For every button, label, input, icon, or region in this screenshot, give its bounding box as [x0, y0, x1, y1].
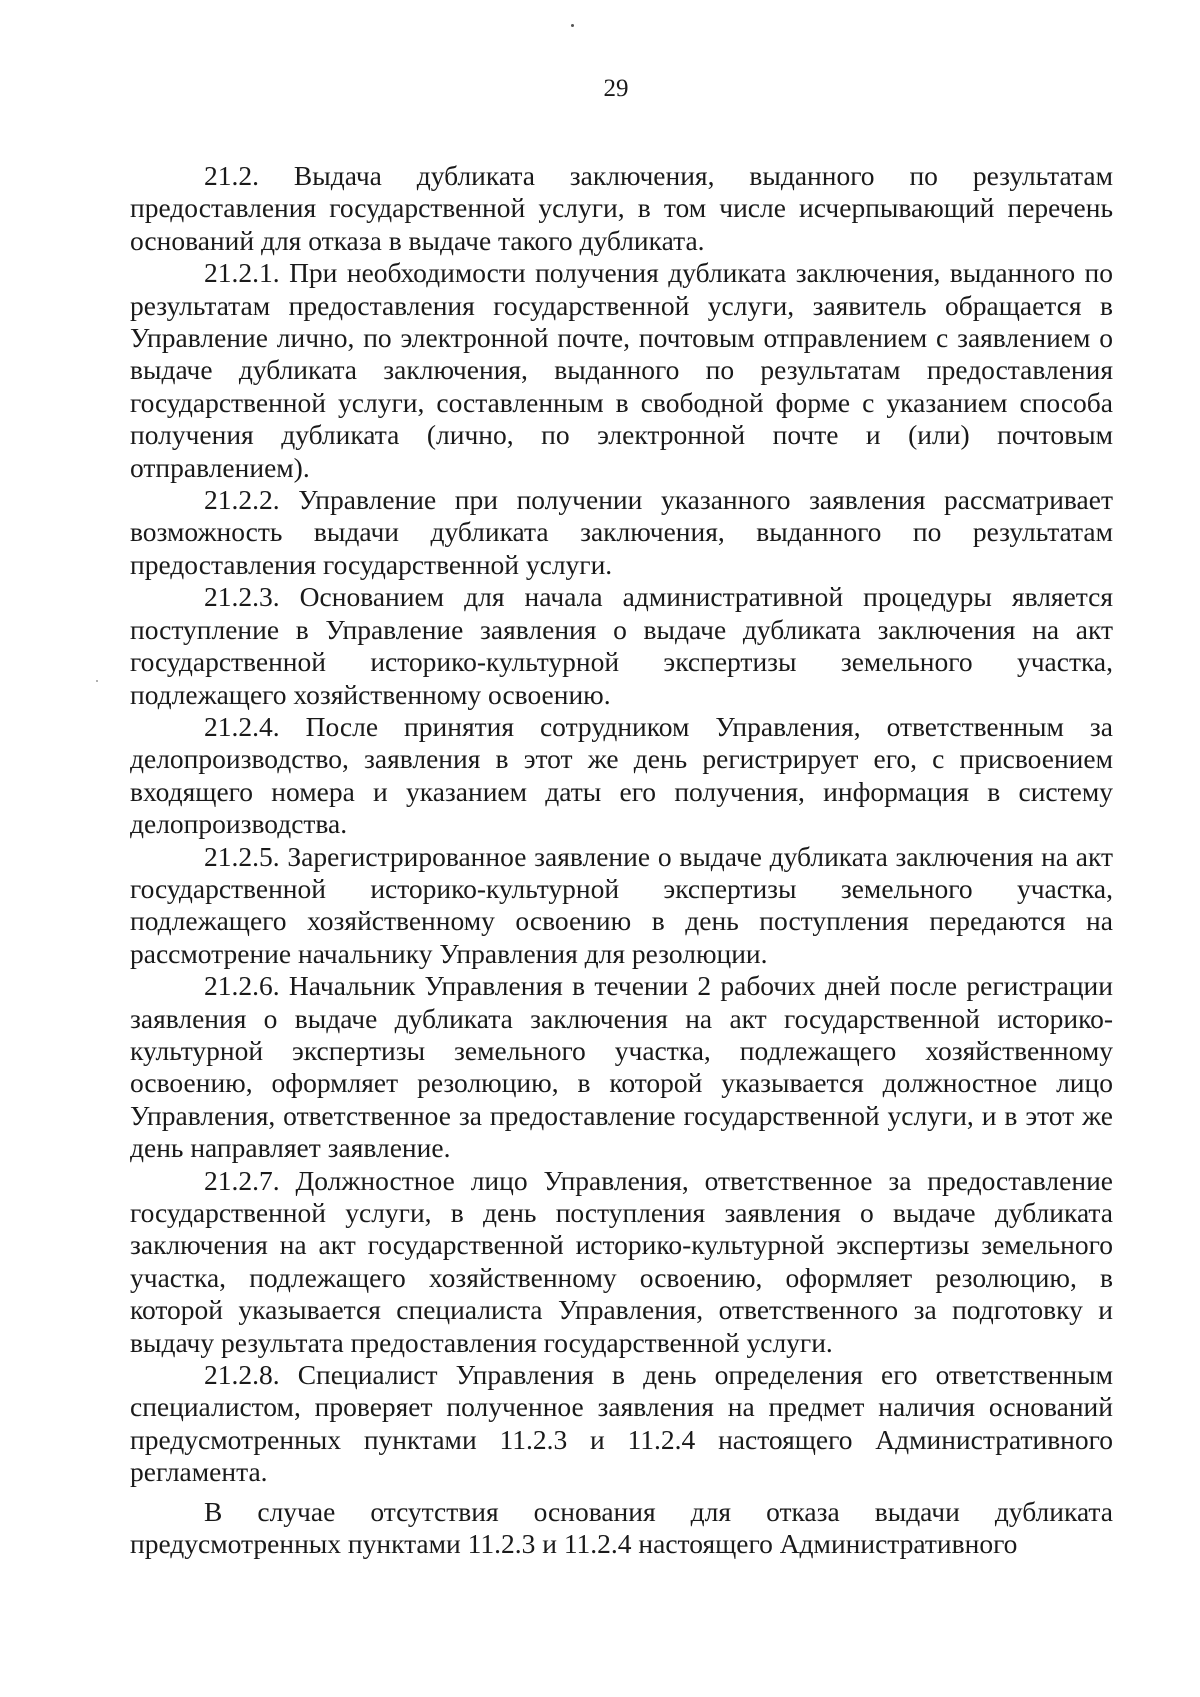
scan-speck [96, 680, 98, 682]
paragraph-continuation: В случае отсутствия основания для отказа выдачи дубликата предусмотренных пунктами 11.2.3 и 11.2.4 настоящего Административного [130, 1495, 1113, 1560]
paragraph-21-2-3: 21.2.3. Основанием для начала административной процедуры является поступление в Управление заявления о выдаче дубликата заключения на акт государственной историко-культурной экспертизы земельного участка, подлежащего хозяйственному освоению. [130, 581, 1113, 710]
paragraph-21-2-2: 21.2.2. Управление при получении указанного заявления рассматривает возможность выдачи дубликата заключения, выданного по результатам предоставления государственной услуги. [130, 484, 1113, 580]
paragraph-21-2-6: 21.2.6. Начальник Управления в течении 2 рабочих дней после регистрации заявления о выдаче дубликата заключения на акт государственной историко-культурной экспертизы земельного участка, подлежащего хозяйственному освоению, оформляет резолюцию, в которой указывается должностное лицо Управления, ответственное за предоставление государственной услуги, и в этот же день направляет заявление. [130, 970, 1113, 1164]
page-number: 29 [603, 75, 629, 102]
paragraph-21-2-5: 21.2.5. Зарегистрированное заявление о выдаче дубликата заключения на акт государственной историко-культурной экспертизы земельного участка, подлежащего хозяйственному освоению в день поступления передаются на рассмотрение начальнику Управления для резолюции. [130, 840, 1113, 969]
paragraph-21-2-4: 21.2.4. После принятия сотрудником Управления, ответственным за делопроизводство, заявления в этот же день регистрирует его, с присвоением входящего номера и указанием даты его получения, информация в систему делопроизводства. [130, 710, 1113, 840]
paragraph-21-2: 21.2. Выдача дубликата заключения, выданного по результатам предоставления государственной услуги, в том числе исчерпывающий перечень оснований для отказа в выдаче такого дубликата. [130, 160, 1113, 256]
scan-speck [571, 24, 574, 27]
document-body [130, 160, 1113, 1560]
paragraph-21-2-7: 21.2.7. Должностное лицо Управления, ответственное за предоставление государственной услуги, в день поступления заявления о выдаче дубликата заключения на акт государственной историко-культурной экспертизы земельного участка, подлежащего хозяйственному освоению, оформляет резолюцию, в которой указывается специалиста Управления, ответственного за подготовку и выдачу результата предоставления государственной услуги. [130, 1164, 1113, 1358]
paragraph-21-2-8: 21.2.8. Специалист Управления в день определения его ответственным специалистом, проверяет полученное заявления на предмет наличия оснований предусмотренных пунктами 11.2.3 и 11.2.4 настоящего Административного регламента. [130, 1359, 1113, 1488]
paragraph-21-2-1: 21.2.1. При необходимости получения дубликата заключения, выданного по результатам предоставления государственной услуги, заявитель обращается в Управление лично, по электронной почте, почтовым отправлением с заявлением о выдаче дубликата заключения, выданного по результатам предоставления государственной услуги, составленным в свободной форме с указанием способа получения дубликата (лично, по электронной почте и (или) почтовым отправлением). [130, 257, 1113, 483]
